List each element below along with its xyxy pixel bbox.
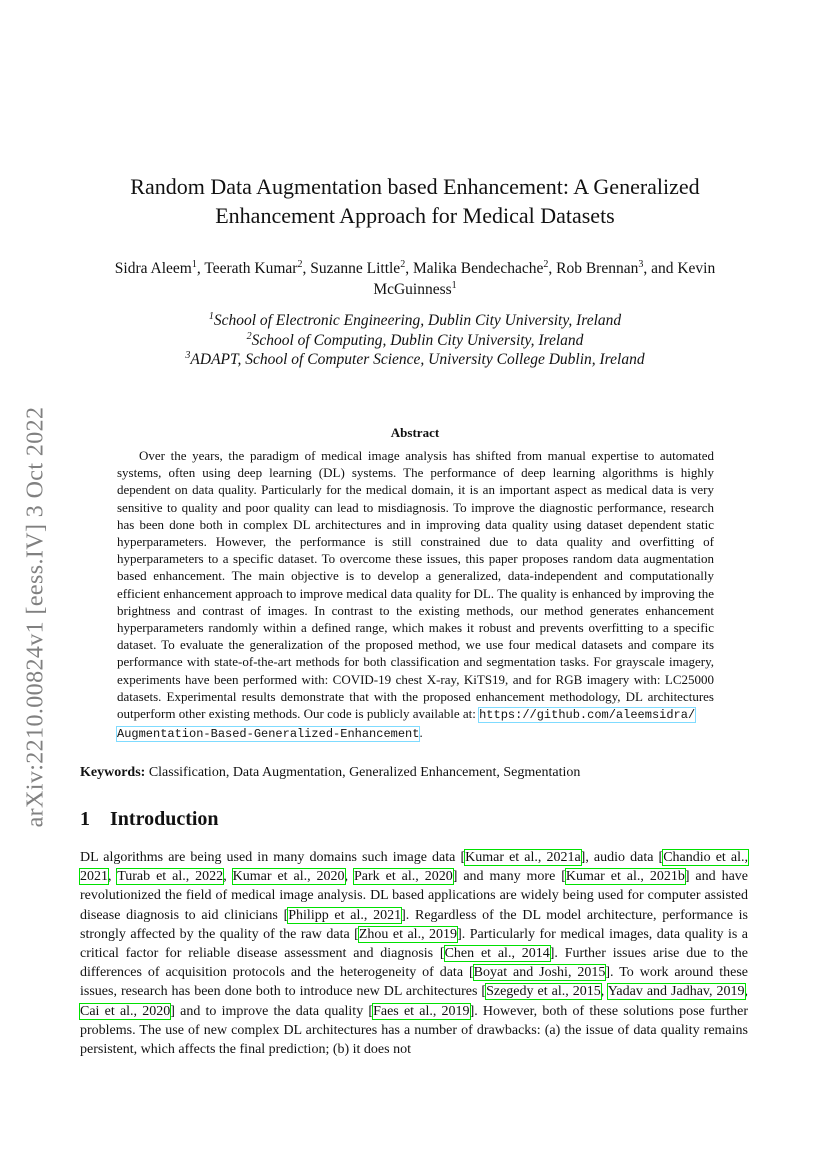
author-name: Rob Brennan: [556, 260, 639, 277]
citation-link[interactable]: Park et al., 2020: [354, 869, 453, 885]
citation-link[interactable]: Kumar et al., 2020: [232, 869, 345, 885]
citation-link[interactable]: Yadav and Jadhav, 2019: [607, 984, 745, 1000]
body-text: ] and to improve the data quality [: [170, 1003, 374, 1019]
citation-link[interactable]: Zhou et al., 2019: [358, 926, 458, 942]
abstract-heading: Abstract: [390, 425, 440, 440]
affiliation-item: $^2$School of Computing, Dublin City University, Ireland: [246, 330, 584, 349]
body-text: ,: [600, 984, 608, 1000]
abstract-text: Over the years, the paradigm of medical image analysis has shifted from manual expertise to automated systems, often using deep learning (DL) systems. The performance of deep learning algorithms is highly dependent on data quality. Particularly for the medical domain, it is an important aspect as medical data is very sensitive to quality and poor quality can lead to misdiagnosis. To improve the diagnostic performance, research has been done both in complex DL architectures and in improving data quality using dataset dependent static hyperparameters. However, the performance is still constrained due to data quality and overfitting of hyperparameters to a specific dataset. To overcome these issues, this paper proposes random data augmentation based enhancement. The main objective is to develop a generalized, data-independent and computationally efficient enhancement approach to improve medical data quality for DL. The quality is enhanced by improving the brightness and contrast of images. In contrast to the existing methods, our method generates enhancement hyperparameters randomly within a defined range, which makes it robust and prevents overfitting to a specific dataset. To evaluate the generalization of the proposed method, we use four medical datasets and compare its performance with state-of-the-art methods for both classification and segmentation tasks. For grayscale imagery, experiments have been performed with: COVID-19 chest X-ray, KiTS19, and for RGB imagery with: LC25000 datasets. Experimental results demonstrate that with the proposed enhancement methodology, DL architectures outperform other existing methods. Our code is publicly available at:: [117, 448, 714, 722]
citation-link[interactable]: Turab et al., 2022: [117, 869, 224, 885]
author-name: Teerath Kumar: [204, 260, 298, 277]
keywords-label: Keywords:: [80, 765, 146, 780]
paper-title-line-2: Enhancement Approach for Medical Datasets: [215, 203, 615, 228]
citation-link[interactable]: Faes et al., 2019: [373, 1003, 470, 1019]
abstract-body: Over the years, the paradigm of medical image analysis has shifted from manual expertise to automated systems, often using deep learning (DL) systems. The performance of deep learning algorithms is highly dependent on data quality. Particularly for the medical domain, it is an important aspect as medical data is very sensitive to quality and poor quality can lead to misdiagnosis. To improve the diagnostic performance, research has been done both in complex DL architectures and in improving data quality using dataset dependent static hyperparameters. However, the performance is still constrained due to data quality and overfitting of hyperparameters to a specific dataset. To overcome these issues, this paper proposes random data augmentation based enhancement. The main objective is to develop a generalized, data-independent and computationally efficient enhancement approach to improve medical data quality for DL. The quality is enhanced by improving the brightness and contrast of images. In contrast to the existing methods, our method generates enhancement hyperparameters randomly within a defined range, which makes it robust and prevents overfitting to a specific dataset. To evaluate the generalization of the proposed method, we use four medical datasets and compare its performance with state-of-the-art methods for both classification and segmentation tasks. For grayscale imagery, experiments have been performed with: COVID-19 chest X-ray, KiTS19, and for RGB imagery with: LC25000 datasets. Experimental results demonstrate that with the proposed enhancement methodology, DL architectures outperform other existing methods. Our code is publicly available at: https://github.com/aleemsidra/ Augmentation-Based-Generalized-Enhancement.: [117, 448, 714, 742]
citation-link[interactable]: Kumar et al., 2021b: [565, 869, 685, 885]
arxiv-sidebar-stamp: [16, 372, 56, 862]
citation-link[interactable]: Boyat and Joshi, 2015: [473, 965, 606, 981]
body-text: ]. Particularly for medical images, data quality is a critical factor for reliable disease assessment and diagnosis [: [80, 926, 748, 962]
citation-link[interactable]: Szegedy et al., 2015: [486, 984, 601, 1000]
author-name: Sidra Aleem: [114, 260, 192, 277]
author-affiliation-mark: 2: [543, 259, 549, 270]
section-title: Introduction: [110, 808, 219, 830]
keywords-line: [80, 765, 750, 781]
paper-title: [90, 172, 740, 230]
citation-link[interactable]: Chen et al., 2014: [444, 946, 550, 962]
author-affiliation-mark: 2: [400, 259, 406, 270]
citation-link[interactable]: Chandio et al., 2021: [80, 850, 749, 885]
author-list: Sidra Aleem$^1$, Teerath Kumar$^2$, Suzanne Little$^2$, Malika Bendechache$^2$, Rob Brennan$^3$, and Kevin McGuinness$^1$: [114, 259, 716, 298]
author-affiliation-mark: 3: [638, 259, 644, 270]
body-text: ,: [344, 869, 355, 885]
author-name: McGuinness: [373, 281, 452, 298]
keywords-text: Classification, Data Augmentation, Generalized Enhancement, Segmentation: [145, 765, 581, 780]
citation-link[interactable]: Cai et al., 2020: [80, 1003, 171, 1019]
affiliation-item: $^3$ADAPT, School of Computer Science, University College Dublin, Ireland: [185, 350, 645, 368]
body-text: ], audio data [: [580, 850, 664, 865]
body-text: ]. However, both of these solutions pose further problems. The use of new complex DL architectures has a number of drawbacks: (a) the issue of data quality remains persistent, which affects the final prediction; (b) it does not: [80, 1003, 749, 1058]
citation-link[interactable]: Kumar et al., 2021a: [465, 850, 581, 865]
body-text: ]. Regardless of the DL model architecture, performance is strongly affected by the quality of the raw data [: [80, 907, 749, 942]
code-repository-link[interactable]: https://github.com/aleemsidra/ Augmentation-Based-Generalized-Enhancement: [117, 708, 696, 742]
body-text: ,: [223, 869, 233, 885]
author-affiliation-mark: 2: [297, 259, 303, 270]
author-affiliation-mark: 1: [191, 259, 197, 270]
introduction-paragraph: [80, 848, 748, 1059]
body-text: ]. To work around these issues, research has been done both to introduce new DL architectures [: [80, 965, 748, 1000]
paper-title-line-1: Random Data Augmentation based Enhancement: A Generalized: [130, 174, 700, 199]
section-heading: [80, 808, 219, 831]
affiliation-list: [80, 311, 750, 370]
citation-link[interactable]: Philipp et al., 2021: [288, 907, 402, 923]
body-text: ] and have revolutionized the field of medical image analysis. DL based applications are widely being used for computer assisted disease diagnosis to aid clinicians [: [80, 869, 749, 923]
body-text: ] and many more [: [452, 869, 566, 885]
author-affiliation-mark: 1: [451, 280, 457, 291]
author-name: Malika Bendechache: [412, 260, 544, 277]
affiliation-item: $^1$School of Electronic Engineering, Dublin City University, Ireland: [208, 311, 622, 329]
author-name: Suzanne Little: [310, 260, 401, 277]
body-text: DL algorithms are being used in many domains such image data [: [80, 850, 466, 865]
body-text: ,: [108, 869, 118, 885]
arxiv-identifier: arXiv:2210.00824v1 [eess.IV] 3 Oct 2022: [22, 406, 49, 828]
body-text: ]. Further issues arise due to the differences of acquisition protocols and the heterogeneity of data [: [80, 946, 748, 981]
section-number: 1: [80, 808, 90, 830]
body-text: ,: [744, 984, 748, 1000]
